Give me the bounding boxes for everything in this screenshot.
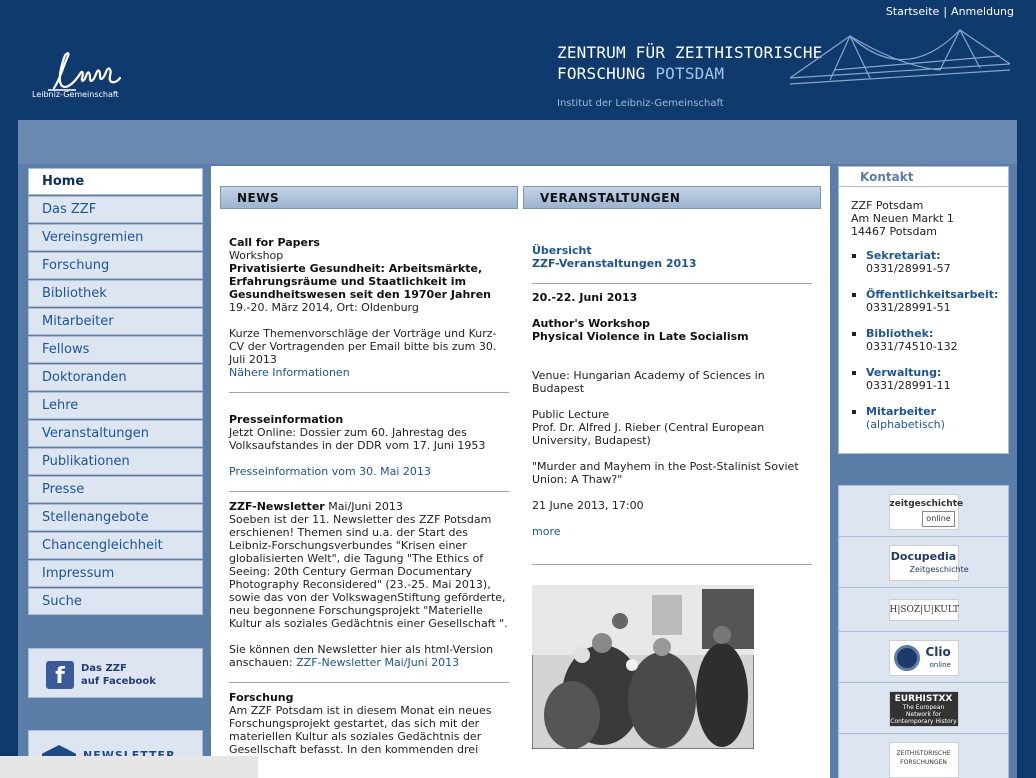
eurhistxx-logo-text: EURHISTXX bbox=[894, 694, 953, 704]
top-links bbox=[886, 5, 1014, 18]
anmeldung-link[interactable]: Anmeldung bbox=[951, 5, 1014, 18]
events-heading: VERANSTALTUNGEN bbox=[523, 186, 821, 209]
news-column bbox=[220, 186, 518, 756]
top-link-separator: | bbox=[943, 5, 948, 18]
eurhistxx-logo-sub: The European Network for Contemporary History bbox=[890, 704, 957, 725]
partner-zeitgeschichte-online[interactable] bbox=[839, 486, 1008, 537]
zeitgeschichte-logo-text: zeitgeschichte bbox=[889, 499, 964, 509]
main-content bbox=[211, 166, 830, 778]
partner-zeithistorische-forschungen[interactable] bbox=[839, 734, 1008, 778]
address-line-2: Am Neuen Markt 1 bbox=[851, 212, 954, 225]
zeitgeschichte-logo-sub: online bbox=[922, 511, 954, 527]
site-header bbox=[0, 0, 1036, 120]
contact-item[interactable] bbox=[851, 405, 998, 431]
nav-item-publikationen[interactable]: Publikationen bbox=[28, 448, 203, 475]
clio-icon bbox=[894, 645, 920, 671]
contact-item-value: 0331/28991-51 bbox=[866, 301, 951, 314]
events-overview-link[interactable]: Übersicht bbox=[532, 244, 592, 257]
docupedia-logo bbox=[889, 545, 969, 581]
events-column bbox=[523, 186, 821, 749]
contact-item-value: 0331/74510-132 bbox=[866, 340, 958, 353]
cfp-date: 19.-20. März 2014, Ort: Oldenburg bbox=[229, 301, 419, 314]
partner-docupedia[interactable] bbox=[839, 537, 1008, 588]
clio-logo-text: Clio bbox=[925, 645, 951, 659]
nav-item-doktoranden[interactable]: Doktoranden bbox=[28, 364, 203, 391]
cfp-type: Workshop bbox=[229, 249, 284, 262]
facebook-line-2: auf Facebook bbox=[81, 676, 156, 687]
clio-logo-sub: online bbox=[929, 661, 951, 669]
nav-item-bibliothek[interactable]: Bibliothek bbox=[28, 280, 203, 307]
nav-item-mitarbeiter[interactable]: Mitarbeiter bbox=[28, 308, 203, 335]
newsletter-text-2 bbox=[229, 643, 509, 669]
contact-item[interactable] bbox=[851, 288, 998, 314]
contact-item-title: Öffentlichkeitsarbeit: bbox=[866, 288, 999, 301]
press-text: Jetzt Online: Dossier zum 60. Jahrestag des Volksaufstandes in der DDR vom 17. Juni 1953 bbox=[229, 426, 486, 452]
event-photo[interactable] bbox=[532, 585, 754, 749]
nav-item-fellows[interactable]: Fellows bbox=[28, 336, 203, 363]
nav-item-presse[interactable]: Presse bbox=[28, 476, 203, 503]
zeithistorische-forschungen-logo: ZEITHISTORISCHE FORSCHUNGEN bbox=[889, 742, 959, 778]
newsletter-title: ZZF-Newsletter bbox=[229, 500, 325, 513]
contact-item-value: 0331/28991-11 bbox=[866, 379, 951, 392]
event-lecture-2: Prof. Dr. Alfred J. Rieber (Central European University, Budapest) bbox=[532, 421, 765, 447]
facebook-line-1: Das ZZF bbox=[81, 663, 127, 674]
nav-item-das-zzf[interactable]: Das ZZF bbox=[28, 196, 203, 223]
facebook-label bbox=[81, 662, 156, 688]
partner-eurhistxx[interactable] bbox=[839, 683, 1008, 734]
main-navigation bbox=[28, 168, 203, 616]
title-potsdam: POTSDAM bbox=[655, 64, 725, 83]
leibniz-sub-label: Leibniz-Gemeinschaft bbox=[32, 90, 119, 99]
contact-item-value: 0331/28991-57 bbox=[866, 262, 951, 275]
facebook-icon: f bbox=[46, 661, 74, 689]
event-venue: Venue: Hungarian Academy of Sciences in Budapest bbox=[532, 369, 765, 395]
nav-item-lehre[interactable]: Lehre bbox=[28, 392, 203, 419]
contact-item-title: Mitarbeiter bbox=[866, 405, 937, 418]
cfp-title: Call for Papers bbox=[229, 236, 320, 249]
event-title-2: Physical Violence in Late Socialism bbox=[532, 330, 749, 343]
forschung-text: Am ZZF Potsdam ist in diesem Monat ein neues Forschungsprojekt gestartet, das sich mit der materiellen Kultur als soziales Gedächtnis der Gesellschaft befasst. In den kommenden drei bbox=[229, 704, 492, 756]
cfp-text: Kurze Themenvorschläge der Vorträge und Kurz-CV der Vortragenden per Email bitte bis zum 30. Juli 2013 bbox=[229, 327, 497, 366]
nav-item-stellenangebote[interactable]: Stellenangebote bbox=[28, 504, 203, 531]
address-line-1: ZZF Potsdam bbox=[851, 199, 924, 212]
event-more-link[interactable]: more bbox=[532, 525, 561, 538]
nav-item-suche[interactable]: Suche bbox=[28, 588, 203, 615]
nav-item-forschung[interactable]: Forschung bbox=[28, 252, 203, 279]
frame-top-band bbox=[18, 120, 1017, 164]
contact-box bbox=[838, 166, 1009, 454]
contact-list bbox=[851, 249, 998, 444]
newsletter-heading bbox=[229, 500, 509, 513]
leibniz-logo[interactable] bbox=[32, 48, 132, 112]
forschung-title: Forschung bbox=[229, 691, 294, 704]
title-line-2 bbox=[557, 63, 823, 84]
zzf-title[interactable] bbox=[557, 42, 823, 84]
partner-links bbox=[838, 485, 1009, 778]
event-title-1: Author's Workshop bbox=[532, 317, 651, 330]
clio-online-logo bbox=[889, 640, 959, 676]
docupedia-logo-sub: Zeitgeschichte bbox=[909, 565, 969, 574]
nav-item-vereinsgremien[interactable]: Vereinsgremien bbox=[28, 224, 203, 251]
contact-item-title: Bibliothek: bbox=[866, 327, 934, 340]
contact-item-title: Verwaltung: bbox=[866, 366, 942, 379]
nav-item-veranstaltungen[interactable]: Veranstaltungen bbox=[28, 420, 203, 447]
title-line-1: ZENTRUM FÜR ZEITHISTORISCHE bbox=[557, 43, 823, 62]
events-2013-link[interactable]: ZZF-Veranstaltungen 2013 bbox=[532, 257, 697, 270]
contact-address bbox=[851, 199, 954, 238]
contact-item-value: (alphabetisch) bbox=[866, 418, 945, 431]
event-lecture-1: Public Lecture bbox=[532, 408, 610, 421]
event-quote: "Murder and Mayhem in the Post-Stalinist Soviet Union: A Thaw?" bbox=[532, 460, 799, 486]
cfp-theme: Privatisierte Gesundheit: Arbeitsmärkte, Erfahrungsräume und Staatlichkeit im Gesundheitswesen seit den 1970er Jahren bbox=[229, 262, 491, 301]
bridge-icon bbox=[790, 26, 1010, 102]
newsletter-link[interactable]: ZZF-Newsletter Mai/Juni 2013 bbox=[296, 656, 460, 669]
nav-item-home[interactable]: Home bbox=[28, 168, 203, 195]
zzf-subtitle: Institut der Leibniz-Gemeinschaft bbox=[557, 98, 724, 109]
zeitgeschichte-online-logo bbox=[889, 494, 964, 530]
title-forschung: FORSCHUNG bbox=[557, 64, 646, 83]
contact-item[interactable] bbox=[851, 327, 998, 353]
nav-item-impressum[interactable]: Impressum bbox=[28, 560, 203, 587]
contact-heading: Kontakt bbox=[839, 167, 1008, 187]
browser-scrollbar-strip bbox=[0, 756, 258, 778]
hsozkult-logo: H|SOZ|U|KULT bbox=[889, 599, 959, 621]
news-heading: NEWS bbox=[220, 186, 518, 209]
contact-item[interactable] bbox=[851, 249, 998, 275]
startseite-link[interactable]: Startseite bbox=[885, 5, 940, 18]
partner-hsozkult[interactable] bbox=[839, 588, 1008, 632]
docupedia-logo-text: Docupedia bbox=[890, 550, 957, 563]
contact-item[interactable] bbox=[851, 366, 998, 392]
cfp-more-link[interactable]: Nähere Informationen bbox=[229, 366, 350, 379]
eurhistxx-logo bbox=[889, 691, 959, 727]
address-line-3: 14467 Potsdam bbox=[851, 225, 937, 238]
facebook-box[interactable] bbox=[28, 648, 203, 698]
press-title: Presseinformation bbox=[229, 413, 344, 426]
press-link[interactable]: Presseinformation vom 30. Mai 2013 bbox=[229, 465, 431, 478]
contact-item-title: Sekretariat: bbox=[866, 249, 941, 262]
newsletter-month: Mai/Juni 2013 bbox=[328, 500, 403, 513]
partner-clio-online[interactable] bbox=[839, 632, 1008, 683]
newsletter-text: Soeben ist der 11. Newsletter des ZZF Potsdam erschienen! Themen sind u.a. der Start des Leibniz-Forschungsverbundes "Krisen einer globalisierten Welt", die Tagung "The Ethics of Seeing: 20th Century German Documentary Photography Reconsidered" (23.-25. Mai 2013), sowie das von der VolkswagenStiftung geförderte, neu begonnene Forschungsprojekt "Materielle Kultur als soziales Gedächtnis einer Gesellschaft ". bbox=[229, 513, 508, 630]
event-date: 20.-22. Juni 2013 bbox=[532, 291, 638, 304]
newsletter-text-2-lead: Sie können den Newsletter hier als html-Version anschauen: bbox=[229, 643, 494, 669]
event-time: 21 June 2013, 17:00 bbox=[532, 499, 644, 512]
nav-item-chancengleichheit[interactable]: Chancengleichheit bbox=[28, 532, 203, 559]
leibniz-signature-icon bbox=[46, 50, 126, 94]
